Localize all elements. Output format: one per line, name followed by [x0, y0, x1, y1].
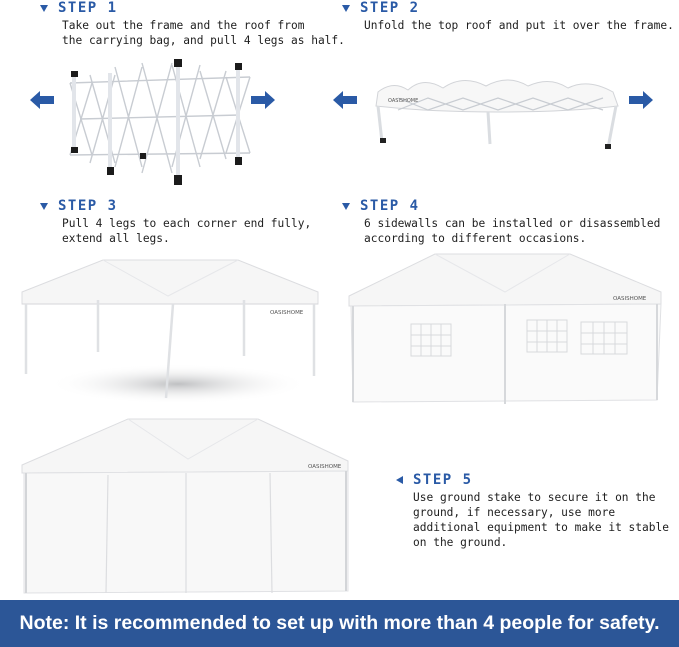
step-description: Use ground stake to secure it on the ground, if necessary, use more additional equipment to make it stable on the ground. [413, 491, 669, 549]
step-title: STEP 4 [360, 198, 420, 214]
brand-label: OASISHOME [308, 464, 342, 470]
step-2 [342, 0, 674, 33]
brand-label: OASISHOME [270, 310, 304, 316]
arrow-left-icon [333, 91, 357, 109]
canopy-with-sidewalls-image [345, 252, 665, 407]
arrow-left-icon [30, 91, 54, 109]
triangle-down-icon [342, 203, 350, 210]
step-5 [396, 472, 669, 550]
enclosed-canopy-image [18, 415, 358, 595]
step-title: STEP 2 [360, 0, 420, 16]
open-canopy-image [18, 256, 323, 406]
step-title: STEP 5 [413, 472, 473, 488]
safety-note: Note: It is recommended to set up with more than 4 people for safety. [19, 612, 660, 634]
roof-over-frame-image [368, 72, 628, 157]
step-description: Take out the frame and the roof from the carrying bag, and pull 4 legs as half. [62, 19, 345, 47]
step-1 [40, 0, 345, 48]
triangle-down-icon [40, 203, 48, 210]
step-description: 6 sidewalls can be installed or disassembled according to different occasions. [364, 217, 661, 245]
step-3 [40, 198, 311, 246]
brand-label: OASISHOME [613, 296, 647, 302]
step-title: STEP 3 [58, 198, 118, 214]
brand-label: OASISHOME [388, 98, 419, 104]
triangle-down-icon [40, 5, 48, 12]
folded-frame-image [60, 55, 260, 190]
step-description: Unfold the top roof and put it over the frame. [364, 19, 674, 32]
arrow-right-icon [629, 91, 653, 109]
arrow-right-icon [251, 91, 275, 109]
triangle-down-icon [342, 5, 350, 12]
safety-note-bar [0, 600, 679, 647]
step-title: STEP 1 [58, 0, 118, 16]
triangle-left-icon [396, 476, 403, 484]
step-description: Pull 4 legs to each corner end fully, extend all legs. [62, 217, 312, 245]
step-4 [342, 198, 660, 246]
